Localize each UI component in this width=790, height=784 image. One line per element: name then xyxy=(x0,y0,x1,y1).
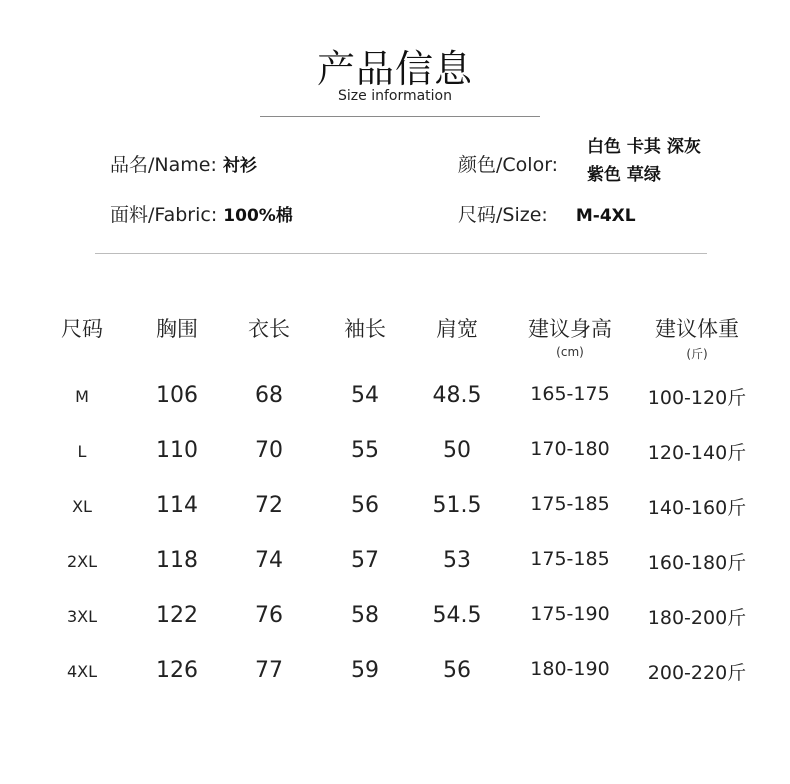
table-cell: 53 xyxy=(443,548,471,573)
size-label-cell: 2XL xyxy=(66,552,98,571)
color-line-1: 白色 卡其 深灰 xyxy=(587,137,701,157)
column-header: 建议体重 xyxy=(655,317,739,341)
table-cell: 56 xyxy=(443,658,471,683)
column-header: 袖长 xyxy=(344,317,386,341)
table-cell: 120-140斤 xyxy=(647,442,747,464)
table-cell: 114 xyxy=(156,493,198,518)
table-cell: 70 xyxy=(255,438,283,463)
fabric-label: 面料/Fabric: xyxy=(110,204,218,226)
table-cell: 180-200斤 xyxy=(647,607,747,629)
table-cell: 122 xyxy=(156,603,198,628)
table-cell: 77 xyxy=(255,658,283,683)
size-label-cell: XL xyxy=(72,497,92,516)
table-cell: 55 xyxy=(351,438,379,463)
table-cell: 175-185 xyxy=(530,493,610,515)
title-divider xyxy=(260,116,540,117)
page-subtitle: Size information xyxy=(338,88,452,104)
table-cell: 200-220斤 xyxy=(647,662,747,684)
column-header: 衣长 xyxy=(248,317,290,341)
table-cell: 140-160斤 xyxy=(647,497,747,519)
table-cell: 50 xyxy=(443,438,471,463)
table-cell: 160-180斤 xyxy=(647,552,747,574)
table-cell: 48.5 xyxy=(432,383,482,408)
table-cell: 56 xyxy=(351,493,379,518)
fabric-value: 100%棉 xyxy=(223,206,293,226)
fabric-row xyxy=(110,200,293,227)
table-cell: 170-180 xyxy=(530,438,610,460)
section-divider xyxy=(95,253,707,254)
size-value: M-4XL xyxy=(575,206,636,226)
column-header: 肩宽 xyxy=(436,317,478,341)
size-label: 尺码/Size: xyxy=(458,204,548,226)
table-cell: 72 xyxy=(255,493,283,518)
name-row xyxy=(110,150,257,177)
table-cell: 74 xyxy=(255,548,283,573)
table-cell: 126 xyxy=(156,658,198,683)
table-cell: 59 xyxy=(351,658,379,683)
table-cell: 118 xyxy=(156,548,198,573)
color-values xyxy=(587,133,701,189)
size-label-cell: 4XL xyxy=(66,662,98,681)
size-label-cell: 3XL xyxy=(66,607,98,626)
size-label-cell: L xyxy=(77,442,87,461)
color-label: 颜色/Color: xyxy=(458,154,559,176)
table-cell: 100-120斤 xyxy=(647,387,747,409)
column-header: 建议身高 xyxy=(528,317,612,341)
column-header: 尺码 xyxy=(61,317,103,341)
table-cell: 165-175 xyxy=(530,383,610,405)
table-cell: 68 xyxy=(255,383,283,408)
table-cell: 180-190 xyxy=(530,658,610,680)
table-cell: 76 xyxy=(255,603,283,628)
table-cell: 54 xyxy=(351,383,379,408)
table-cell: 110 xyxy=(156,438,198,463)
table-cell: 54.5 xyxy=(432,603,482,628)
column-header: 胸围 xyxy=(156,317,198,341)
table-cell: 175-190 xyxy=(530,603,610,625)
size-row xyxy=(458,200,636,227)
size-label-cell: M xyxy=(75,387,89,406)
table-cell: 106 xyxy=(156,383,198,408)
page-title: 产品信息 xyxy=(316,47,473,91)
table-cell: 57 xyxy=(351,548,379,573)
color-line-2: 紫色 草绿 xyxy=(587,165,661,185)
name-label: 品名/Name: xyxy=(110,154,217,176)
column-unit: (斤) xyxy=(686,347,708,361)
table-cell: 58 xyxy=(351,603,379,628)
name-value: 衬衫 xyxy=(222,156,257,176)
table-cell: 175-185 xyxy=(530,548,610,570)
column-unit: (cm) xyxy=(556,345,584,359)
table-cell: 51.5 xyxy=(432,493,482,518)
